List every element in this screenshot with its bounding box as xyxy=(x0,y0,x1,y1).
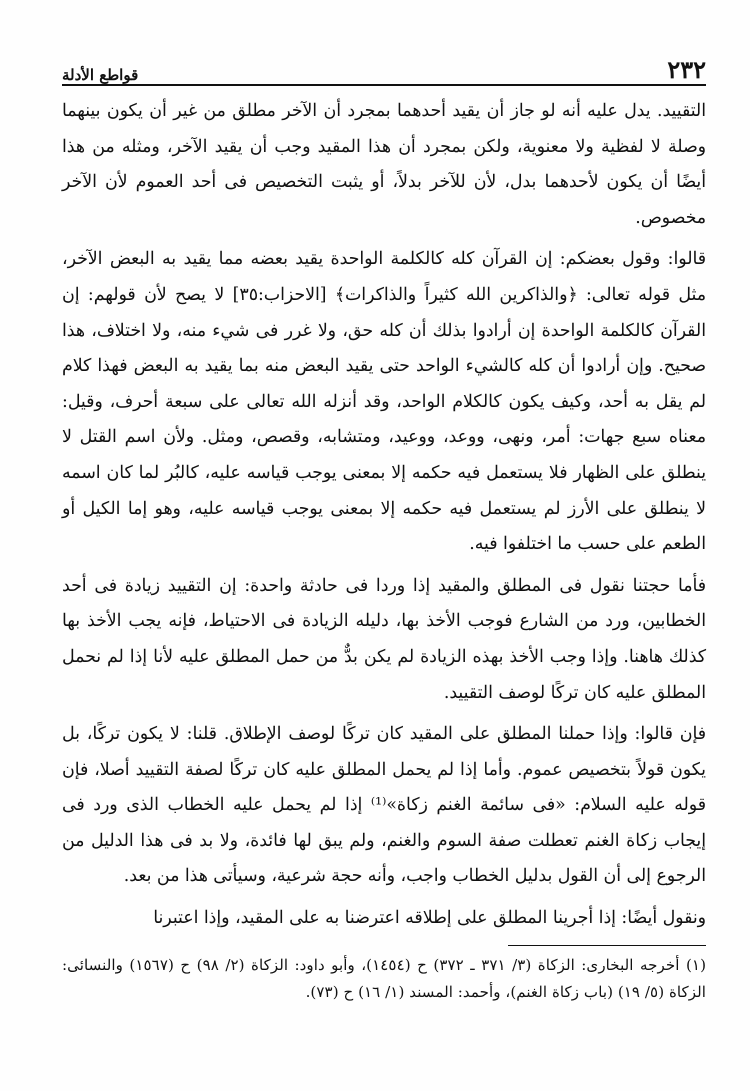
paragraph: التقييد. يدل عليه أنه لو جاز أن يقيد أحدهما بمجرد أن الآخر مطلق من غير أن يكون بينهما وصلة لا لفظية ولا معنوية، ولكن بمجرد أن هذا المقيد وجب أن يقيد الآخر، ومثله من هذا أيضًا أن يكون لأحدهما بدل، لأن للآخر بدلاً، أو يثبت التخصيص فى أحد العموم لأن الآخر مخصوص. xyxy=(62,101,706,228)
paragraph: قالوا: وقول بعضكم: إن القرآن كله كالكلمة الواحدة يقيد بعضه مما يقيد به البعض الآخر، مثل قوله تعالى: ﴿والذاكرين الله كثيراً والذاكرات﴾ [الاحزاب:٣٥] لا يصح لأن قولهم: إن القرآن كالكلمة الواحدة إن أرادوا بذلك أن كله حق، ولا غرر فى شيء منه، ولا اختلاف، هذا صحيح. وإن أرادوا أن كله كالشيء الواحد حتى يقيد البعض منه بما يقيد به البعض فهذا كلام لم يقل به أحد، وكيف يكون كالكلام الواحد، وقد أنزله الله تعالى على سبعة أحرف، وقيل: معناه سبع جهات: أمر، ونهى، ووعد، ووعيد، ومتشابه، وقصص، ومثل. ولأن اسم القتل لا ينطلق على الظهار فلا يستعمل فيه حكمه إلا بمعنى يوجب قياسه عليه، كالبُر لما كان اسمه لا ينطلق على الأرز لم يستعمل فيه حكمه إلا بمعنى يوجب قياسه عليه، وهو إما الكيل أو الطعم على حسب ما اختلفوا فيه. xyxy=(62,249,706,555)
paragraph: فإن قالوا: وإذا حملنا المطلق على المقيد كان تركًا لوصف الإطلاق. قلنا: لا يكون تركًا، بل يكون قولاً بتخصيص عموم. وأما إذا لم يحمل المطلق عليه كان تركًا لصفة التقييد أصلا، فإن قوله عليه السلام: «فى سائمة الغنم زكاة»⁽¹⁾ إذا لم يحمل عليه الخطاب الذى ورد فى إيجاب زكاة الغنم تعطلت صفة السوم والغنم، ولم يبق لها فائدة، ولا بد فى هذا الدليل من الرجوع إلى أن القول بدليل الخطاب واجب، وأنه حجة شرعية، وسيأتى هذا من بعد. xyxy=(62,724,706,887)
book-page xyxy=(62,48,706,1006)
running-title: قواطع الأدلة xyxy=(62,66,139,84)
page-number: ٢٣٢ xyxy=(667,55,706,84)
paragraph: ونقول أيضًا: إذا أجرينا المطلق على إطلاقه اعترضنا به على المقيد، وإذا اعتبرنا xyxy=(153,908,706,929)
footnote-separator xyxy=(508,945,706,946)
page-header xyxy=(62,48,706,86)
footnote: (١) أخرجه البخارى: الزكاة (٣/ ٣٧١ ـ ٣٧٢) ح (١٤٥٤)، وأبو داود: الزكاة (٢/ ٩٨) ح (١٥٦٧) والنسائى: الزكاة (٥/ ١٩) (باب زكاة الغنم)، وأحمد: المسند (١/ ١٦) ح (٧٣). xyxy=(62,955,706,1001)
footnotes xyxy=(62,952,706,1006)
paragraph: فأما حجتنا نقول فى المطلق والمقيد إذا وردا فى حادثة واحدة: إن التقييد زيادة فى أحد الخطابين، ورد من الشارع فوجب الأخذ بها، دليله الزيادة فى الاحتياط، فإنه يجب الأخذ بها كذلك هاهنا. وإذا وجب الأخذ بهذه الزيادة لم يكن بدٌّ من حمل المطلق عليه لأنا إذا لم نحمل المطلق عليه كان تركًا لوصف التقييد. xyxy=(62,575,706,703)
body-text xyxy=(62,94,706,937)
